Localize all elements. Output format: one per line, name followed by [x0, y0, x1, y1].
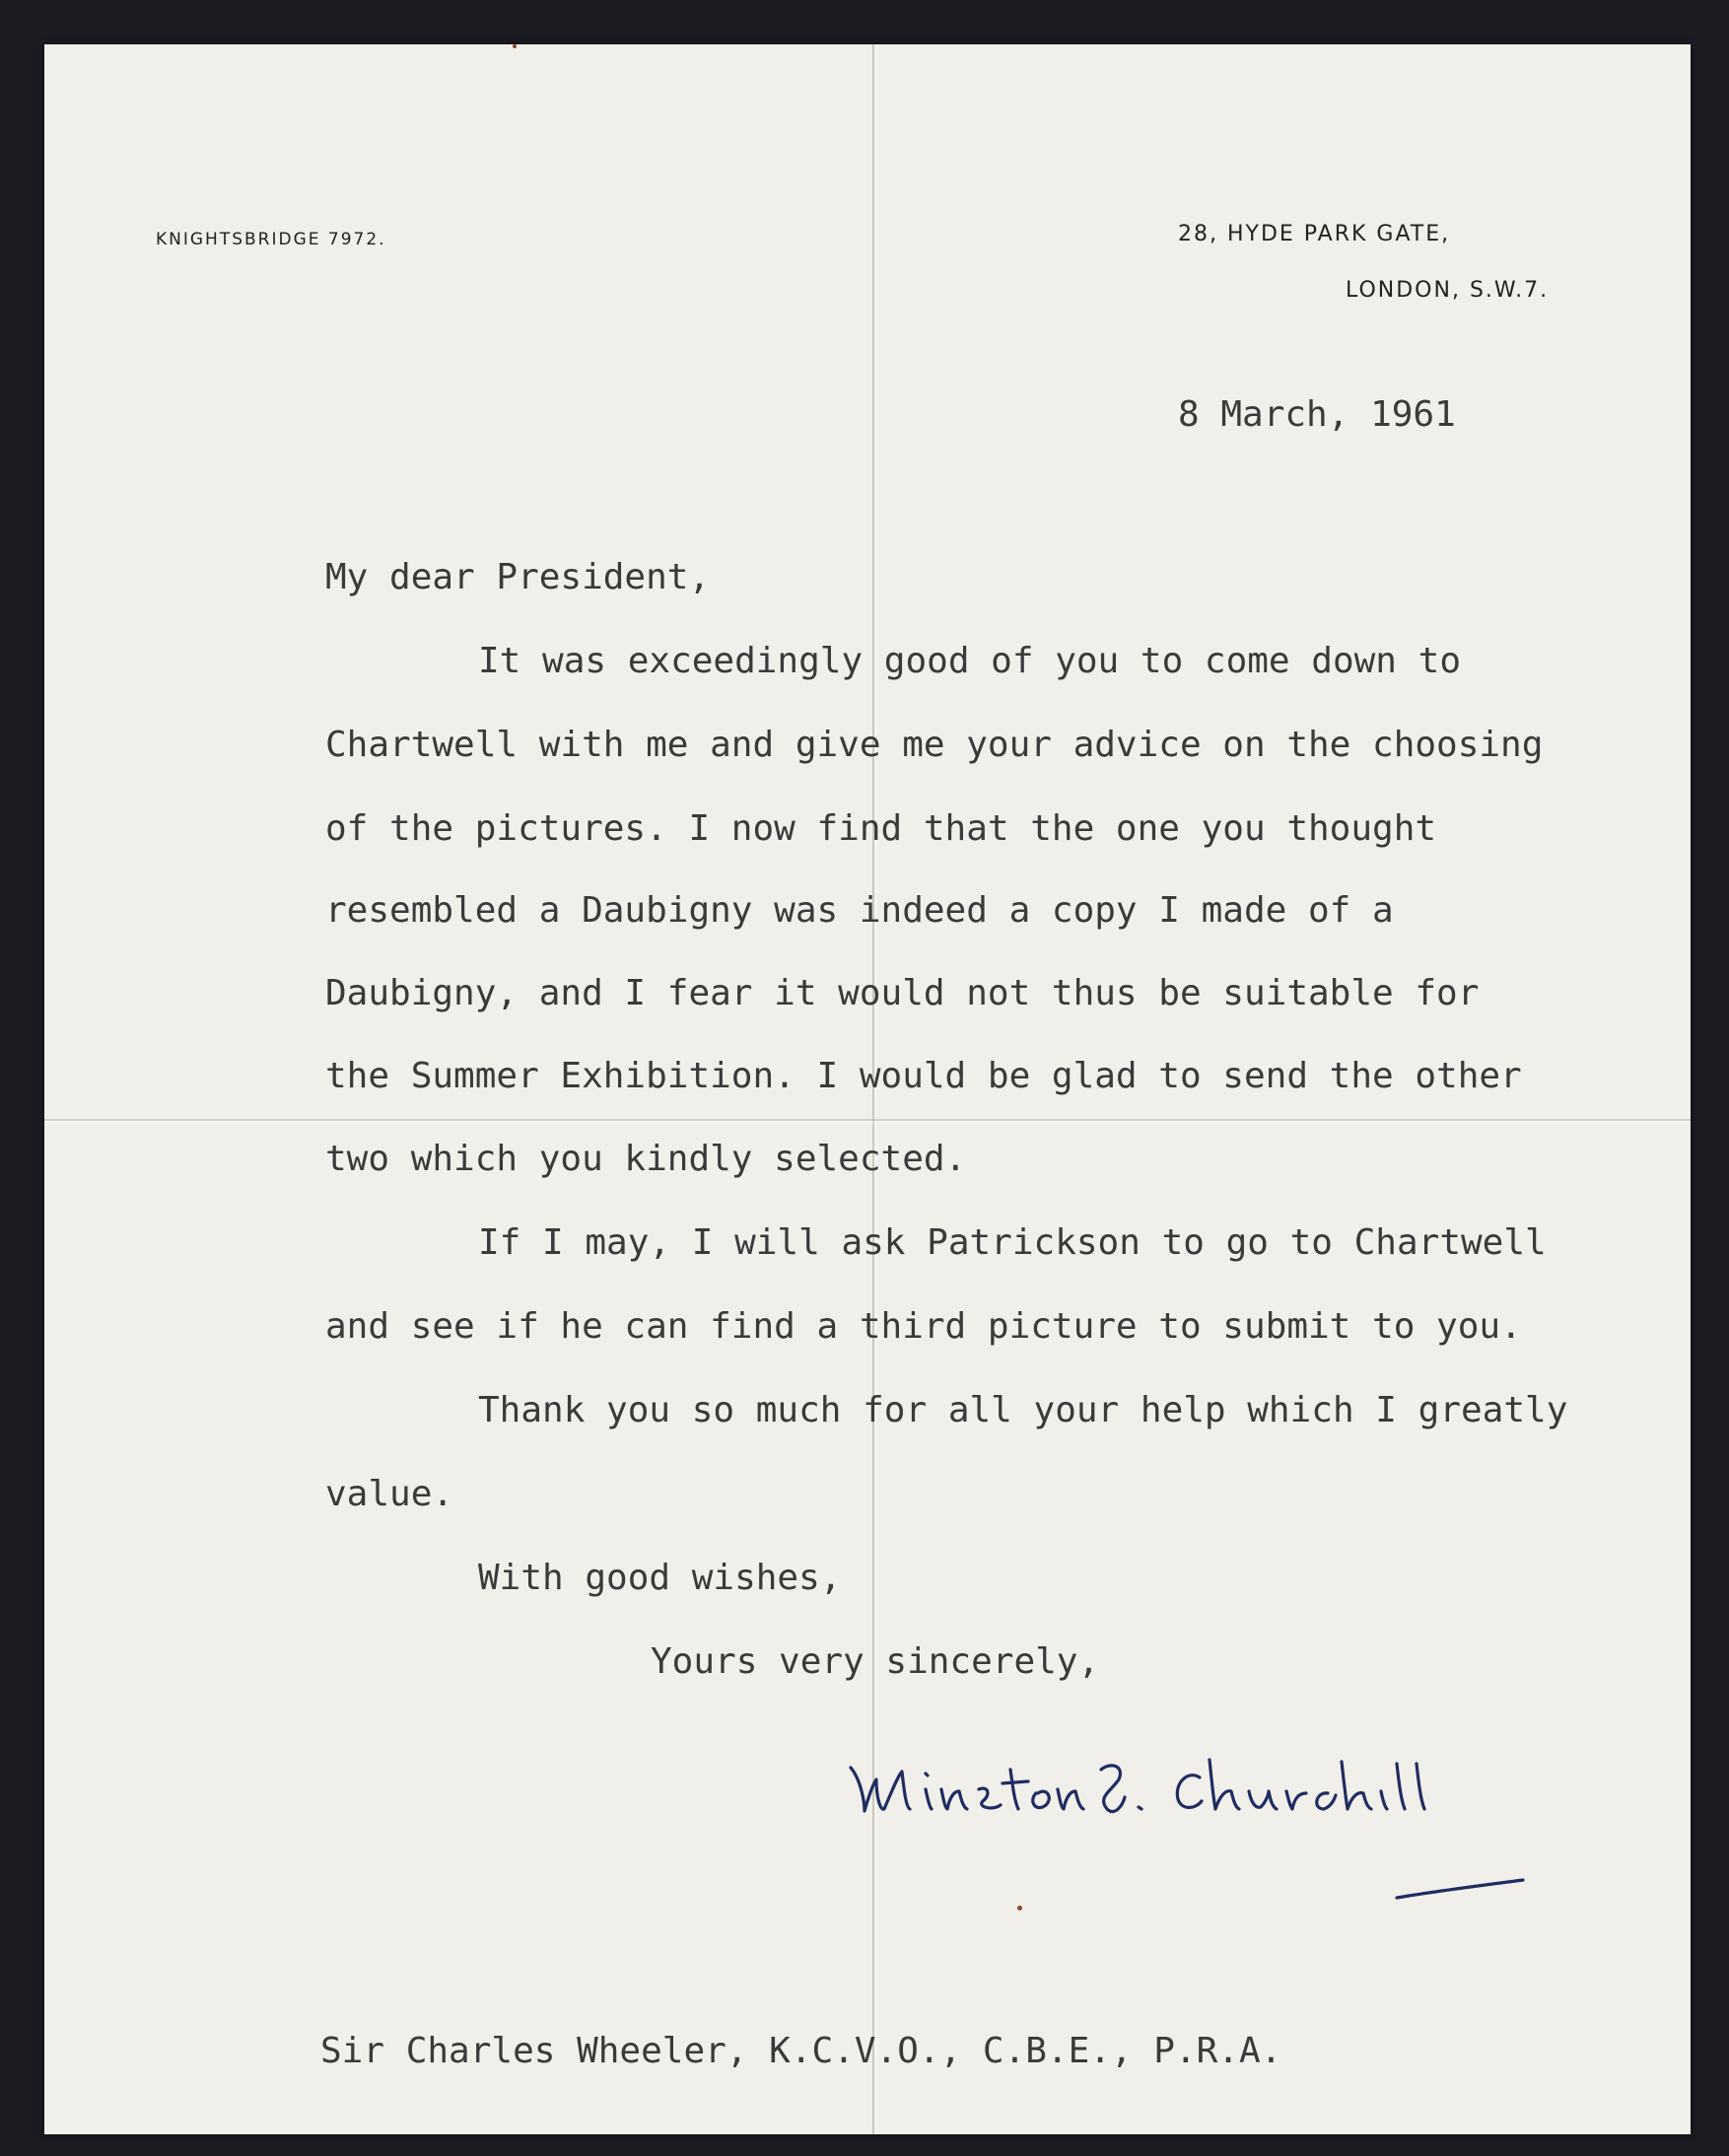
body-line-2: Chartwell with me and give me your advice on the choosing: [325, 725, 1544, 765]
body-line-1: It was exceedingly good of you to come down to: [478, 641, 1461, 681]
body-line-5: Daubigny, and I fear it would not thus be suitable for: [325, 973, 1480, 1013]
body-line-11: value.: [325, 1474, 454, 1514]
body-line-7: two which you kindly selected.: [325, 1139, 967, 1179]
body-line-8: If I may, I will ask Patrickson to go to Chartwell: [478, 1222, 1547, 1263]
body-line-6: the Summer Exhibition. I would be glad to send the other: [325, 1056, 1522, 1096]
letter-date: 8 March, 1961: [1178, 394, 1456, 435]
paper-speck: [513, 44, 517, 48]
body-line-10: Thank you so much for all your help which I greatly: [478, 1390, 1568, 1430]
body-line-3: of the pictures. I now find that the one you thought: [325, 808, 1437, 849]
recipient: Sir Charles Wheeler, K.C.V.O., C.B.E., P.R.A.: [320, 2031, 1282, 2071]
letterhead-address-line1: 28, HYDE PARK GATE,: [1178, 222, 1451, 246]
letterhead-address-line2: LONDON, S.W.7.: [1346, 278, 1550, 303]
letterhead-phone: KNIGHTSBRIDGE 7972.: [156, 230, 386, 249]
paper-speck: [1017, 1906, 1022, 1911]
salutation: My dear President,: [325, 557, 711, 597]
horizontal-fold-crease: [44, 1119, 1691, 1121]
closing-wishes: With good wishes,: [478, 1558, 842, 1598]
body-line-4: resembled a Daubigny was indeed a copy I made of a: [325, 890, 1394, 931]
body-line-9: and see if he can find a third picture to submit to you.: [325, 1306, 1522, 1347]
signature: [843, 1750, 1553, 1917]
letter-paper: [44, 44, 1691, 2134]
closing: Yours very sincerely,: [651, 1641, 1100, 1682]
